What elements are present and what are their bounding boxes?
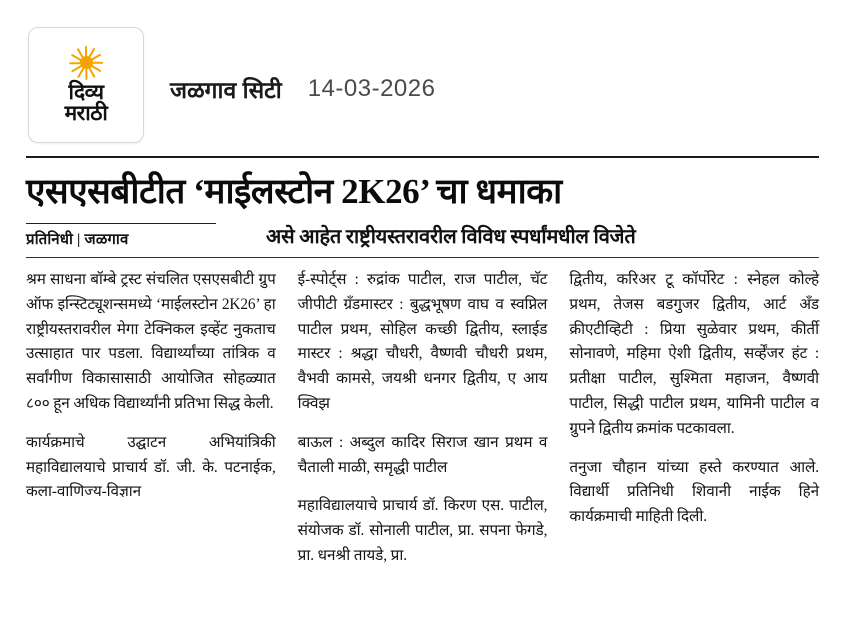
byline-block	[26, 223, 266, 249]
masthead-meta	[170, 65, 435, 105]
newspaper-logo	[28, 27, 144, 143]
divider-middle	[26, 257, 819, 258]
article-column-2	[298, 268, 548, 568]
paragraph: ई-स्पोर्ट्स : रुद्रांक पाटील, राज पाटील, चॅट जीपीटी ग्रँडमास्टर : बुद्धभूषण वाघ व स्वप्निल पाटील प्रथम, सोहिल कच्छी द्वितीय, स्लाईड मास्टर : श्रद्धा चौधरी, वैष्णवी चौधरी प्रथम, वैभवी कामसे, जयश्री धनगर द्वितीय, ए आय क्विझ	[297, 271, 548, 413]
paragraph: कार्यक्रमाचे उद्घाटन अभियांत्रिकी महाविद्यालयाचे प्राचार्य डॉ. जी. के. पटनाईक, कला-वाणिज्य-विज्ञान	[26, 433, 276, 501]
article-headline: एसएसबीटीत ‘माईलस्टोन 2K26’ चा धमाका	[26, 172, 562, 211]
logo-wordmark-line2: मराठी	[64, 101, 108, 125]
publication-date: 14-03-2026	[307, 75, 436, 102]
byline-divider	[26, 223, 216, 224]
logo-wordmark	[64, 79, 108, 125]
article	[0, 156, 845, 569]
edition-label: जळगाव सिटी	[170, 77, 282, 103]
paragraph: महाविद्यालयाचे प्राचार्य डॉ. किरण एस. पाटील, संयोजक डॉ. सोनाली पाटील, प्रा. सपना फेगडे, प्रा. धनश्री तायडे, प्रा.	[297, 497, 548, 564]
article-column-3	[569, 268, 819, 568]
logo-wordmark-line1: दिव्य	[68, 79, 104, 104]
article-columns	[26, 268, 819, 568]
article-column-1	[26, 268, 276, 568]
paragraph: बाऊल : अब्दुल कादिर सिराज खान प्रथम व चैताली माळी, समृद्धी पाटील	[297, 433, 548, 476]
masthead	[0, 0, 845, 152]
paragraph: तनुजा चौहान यांच्या हस्ते करण्यात आले. विद्यार्थी प्रतिनिधी शिवानी नाईक हिने कार्यक्रमाची माहिती दिली.	[569, 458, 820, 526]
divider-top	[26, 156, 819, 158]
sun-icon	[69, 46, 103, 80]
byline: प्रतिनिधी | जळगाव	[26, 232, 129, 249]
paragraph: द्वितीय, करिअर टू कॉर्पोरेट : स्नेहल कोल्हे प्रथम, तेजस बडगुजर द्वितीय, आर्ट अँड क्रीएटीव्हिटी : प्रिया सुळेवार प्रथम, कीर्ती सोनावणे, महिमा ऐशी द्वितीय, सर्व्हेंजर हंट : प्रतीक्षा पाटील, सुश्मिता महाजन, वैष्णवी पाटील, सिद्धी पाटील प्रथम, यामिनी पाटील व ग्रुपने द्वितीय क्रमांक पटकावला.	[569, 271, 820, 437]
subhead-row	[26, 223, 819, 249]
article-deck: असे आहेत राष्ट्रीयस्तरावरील विविध स्पर्धांमधील विजेते	[266, 226, 636, 249]
paragraph: श्रम साधना बॉम्बे ट्रस्ट संचलित एसएसबीटी ग्रुप ऑफ इन्स्टिट्यूशन्समध्ये ‘माईलस्टोन 2K26’ हा राष्ट्रीयस्तरावरील मेगा टेक्निकल इव्हेंट नुकताच उत्साहात पार पडला. विद्यार्थ्यांच्या तांत्रिक व सर्वांगीण विकासासाठी आयोजित सोहळ्यात ८०० हून अधिक विद्यार्थ्यांनी प्रतिभा सिद्ध केली.	[26, 271, 276, 413]
